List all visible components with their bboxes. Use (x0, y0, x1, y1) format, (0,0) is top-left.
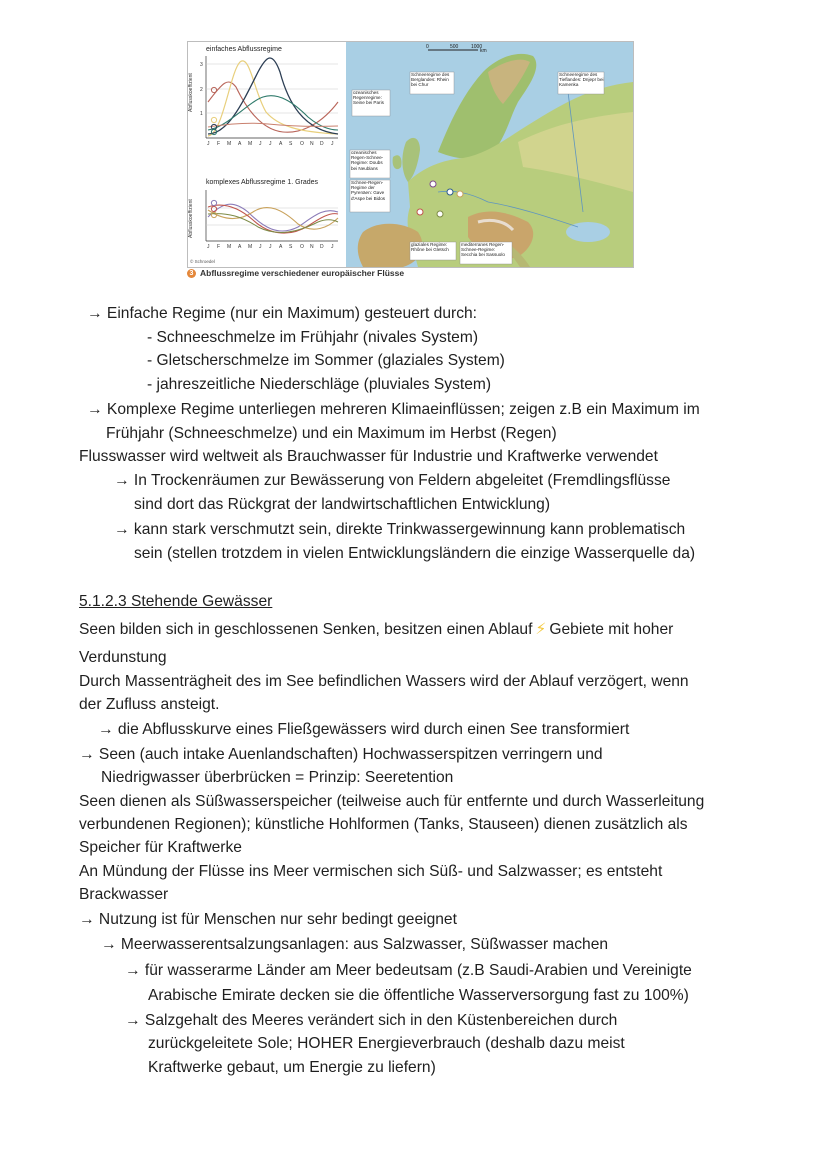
text-line: Verdunstung (79, 649, 167, 666)
month-label: A (279, 244, 283, 250)
y-axis-label-top: Abflusskoeffizient (188, 73, 194, 112)
month-label: J (207, 141, 210, 147)
scale-label: km (480, 48, 487, 54)
regime-figure-graphic (188, 42, 633, 267)
section-heading: 5.1.2.3 Stehende Gewässer (79, 593, 273, 610)
regime-figure (187, 41, 634, 268)
bullet-item: → Seen (auch intake Auenlandschaften) Hochwasserspitzen verringern und (79, 746, 603, 763)
text-line: Kraftwerke gebaut, um Energie zu liefern) (148, 1059, 436, 1076)
bullet-complex-regime: → Komplexe Regime unterliegen mehreren Klimaeinflüssen; zeigen z.B ein Maximum im (87, 401, 700, 418)
bullet-simple-regime: → Einfache Regime (nur ein Maximum) gesteuert durch: (87, 305, 478, 322)
text-segment: Seen bilden sich in geschlossenen Senken, besitzen einen Ablauf (79, 621, 533, 638)
month-label: M (248, 244, 253, 250)
svg-text:2: 2 (200, 87, 203, 93)
y-axis-label-bottom: Abflusskoeffizient (188, 199, 194, 238)
month-label: M (248, 141, 253, 147)
caption-text: Abflussregime verschiedener europäischer Flüsse (200, 268, 405, 278)
text-line: Speicher für Kraftwerke (79, 839, 242, 856)
text-line: Arabische Emirate decken sie die öffentliche Wasserversorgung fast zu 100%) (148, 987, 689, 1004)
scale-label: 1000 (471, 44, 483, 50)
text-line: Durch Massenträgheit des im See befindlichen Wassers wird der Ablauf verzögert, wenn (79, 673, 689, 690)
month-label: A (279, 141, 283, 147)
map-label-pyrenaen: Schnee-Regen-Regime der Pyrenäen: Gave d'Aspe bei Bidos (350, 180, 390, 213)
bullet-item: → Nutzung ist für Menschen nur sehr bedingt geeignet (79, 911, 457, 928)
map-label-ozeanisch: ozeanisches Regenregime: Seine bei Paris (352, 90, 390, 117)
text-line (79, 620, 673, 640)
text-line: Brackwasser (79, 886, 169, 903)
text-line: Niedrigwasser überbrücken = Prinzip: Seeretention (101, 769, 454, 786)
list-item: - Gletscherschmelze im Sommer (glaziales System) (147, 352, 505, 369)
month-label: F (217, 244, 221, 250)
bullet-item: → Salzgehalt des Meeres verändert sich in den Küstenbereichen durch (125, 1012, 618, 1029)
map-label-schnee-berg: Schneeregime des Berglandes: Rhein bei Chur (410, 72, 454, 95)
text-line: An Mündung der Flüsse ins Meer vermischen sich Süß- und Salzwasser; es entsteht (79, 863, 663, 880)
chart-simple-title: einfaches Abflussregime (206, 46, 282, 53)
bullet-item: → kann stark verschmutzt sein, direkte Trinkwassergewinnung kann problematisch (114, 521, 686, 538)
text-line: zurückgeleitete Sole; HOHER Energieverbrauch (deshalb dazu meist (148, 1035, 625, 1052)
svg-text:1: 1 (200, 111, 203, 117)
text-line: Flusswasser wird weltweit als Brauchwasser für Industrie und Kraftwerke verwendet (79, 448, 658, 465)
text-line: der Zufluss ansteigt. (79, 696, 220, 713)
text-line: Frühjahr (Schneeschmelze) und ein Maximum im Herbst (Regen) (106, 425, 557, 442)
month-label: J (331, 244, 334, 250)
chart-complex-title: komplexes Abflussregime 1. Grades (206, 179, 319, 186)
month-label: J (269, 244, 272, 250)
bullet-item: → In Trockenräumen zur Bewässerung von Feldern abgeleitet (Fremdlingsflüsse (114, 472, 671, 489)
month-label: J (269, 141, 272, 147)
figure-caption (187, 268, 404, 278)
month-label: S (289, 141, 293, 147)
publisher-credit: © Schroedel (190, 259, 215, 264)
list-item: - Schneeschmelze im Frühjahr (nivales System) (147, 329, 479, 346)
text-segment: Gebiete mit hoher (549, 621, 674, 638)
map-label-glazial: glaziales Regime: Rhône bei Gletsch (410, 242, 456, 261)
month-label: D (320, 244, 324, 250)
bullet-item: → Meerwasserentsalzungsanlagen: aus Salzwasser, Süßwasser machen (101, 936, 609, 953)
month-label: J (259, 244, 262, 250)
text-line: verbundenen Regionen); künstliche Hohlformen (Tanks, Stauseen) dienen zusätzlich als (79, 816, 688, 833)
caption-number-badge: 3 (187, 269, 196, 278)
month-label: S (289, 244, 293, 250)
month-label: A (238, 141, 242, 147)
text-line: sind dort das Rückgrat der landwirtschaftlichen Entwicklung) (134, 496, 551, 513)
month-label: O (300, 141, 304, 147)
text-line: sein (stellen trotzdem in vielen Entwicklungsländern die einzige Wasserquelle da) (134, 545, 696, 562)
month-label: J (207, 244, 210, 250)
bullet-item: → für wasserarme Länder am Meer bedeutsam (z.B Saudi-Arabien und Vereinigte (125, 962, 692, 979)
month-label: J (331, 141, 334, 147)
month-label: A (238, 244, 242, 250)
month-label: M (227, 244, 232, 250)
lightning-icon: ⚡ (535, 621, 547, 638)
scale-label: 0 (426, 44, 429, 50)
list-item: - jahreszeitliche Niederschläge (pluviales System) (147, 376, 492, 393)
bullet-item: → die Abflusskurve eines Fließgewässers wird durch einen See transformiert (98, 721, 630, 738)
month-label: F (217, 141, 221, 147)
text-line: Seen dienen als Süßwasserspeicher (teilweise auch für entfernte und durch Wasserleitung (79, 793, 705, 810)
map-label-mediterran: mediterranes Regen-Schnee-Regime: Secchia bei Sassuolo (460, 242, 512, 265)
svg-text:3: 3 (200, 62, 203, 68)
month-label: J (259, 141, 262, 147)
month-label: N (310, 141, 314, 147)
month-label: D (320, 141, 324, 147)
map-label-ozean-schnee: ozeanisches Regen-Schnee-Regime: Doubs bei Neublans (350, 150, 390, 179)
month-label: N (310, 244, 314, 250)
month-label: M (227, 141, 232, 147)
map-label-schnee-tief: Schneeregime des Tieflandes: Dnjepr bei Kamenka (558, 72, 604, 95)
scale-label: 500 (450, 44, 459, 50)
month-label: O (300, 244, 304, 250)
